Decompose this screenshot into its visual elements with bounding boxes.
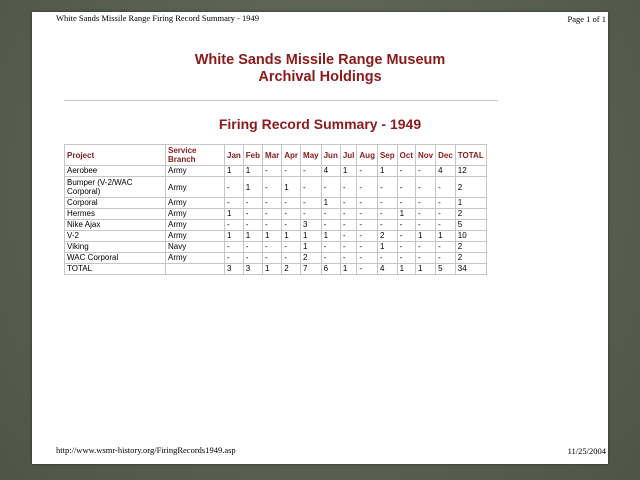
table-row — [65, 220, 487, 231]
count-cell: - — [340, 198, 357, 209]
count-cell: - — [282, 166, 301, 177]
count-cell: 1 — [225, 209, 244, 220]
count-cell: 2 — [455, 177, 486, 198]
count-cell: 1 — [282, 231, 301, 242]
count-cell: 5 — [455, 220, 486, 231]
count-cell: - — [415, 209, 435, 220]
count-cell: 1 — [321, 198, 340, 209]
count-cell: - — [243, 209, 262, 220]
count-cell: 1 — [377, 166, 397, 177]
count-cell: 1 — [340, 264, 357, 275]
count-cell: - — [377, 253, 397, 264]
count-cell: 1 — [455, 198, 486, 209]
count-cell: - — [436, 209, 456, 220]
branch-cell: Navy — [166, 242, 225, 253]
column-header: Jun — [321, 145, 340, 166]
count-cell: - — [301, 209, 322, 220]
count-cell: 12 — [455, 166, 486, 177]
column-header: Apr — [282, 145, 301, 166]
branch-cell: Army — [166, 220, 225, 231]
branch-cell: Army — [166, 177, 225, 198]
count-cell: - — [321, 253, 340, 264]
column-header: TOTAL — [455, 145, 486, 166]
count-cell: 1 — [225, 166, 244, 177]
project-cell: Nike Ajax — [65, 220, 166, 231]
count-cell: 3 — [225, 264, 244, 275]
count-cell: 2 — [455, 253, 486, 264]
table-header-row — [65, 145, 487, 166]
branch-cell: Army — [166, 253, 225, 264]
section-title: Firing Record Summary - 1949 — [218, 116, 422, 132]
column-header: Jul — [340, 145, 357, 166]
count-cell: - — [263, 242, 282, 253]
table-row — [65, 177, 487, 198]
column-header: Nov — [415, 145, 435, 166]
count-cell: - — [243, 220, 262, 231]
count-cell: 7 — [301, 264, 322, 275]
count-cell: - — [282, 220, 301, 231]
count-cell: - — [225, 253, 244, 264]
count-cell: 1 — [397, 209, 415, 220]
count-cell: - — [377, 198, 397, 209]
count-cell: - — [340, 209, 357, 220]
count-cell: 5 — [436, 264, 456, 275]
count-cell: - — [321, 242, 340, 253]
count-cell: 1 — [301, 231, 322, 242]
count-cell: - — [263, 166, 282, 177]
count-cell: 2 — [282, 264, 301, 275]
count-cell: - — [357, 253, 378, 264]
project-cell: Viking — [65, 242, 166, 253]
count-cell: - — [301, 198, 322, 209]
column-header: Aug — [357, 145, 378, 166]
count-cell: - — [243, 198, 262, 209]
project-cell: Aerobee — [65, 166, 166, 177]
count-cell: 4 — [321, 166, 340, 177]
project-cell: V-2 — [65, 231, 166, 242]
count-cell: 1 — [321, 231, 340, 242]
count-cell: - — [415, 253, 435, 264]
count-cell: - — [340, 242, 357, 253]
count-cell: - — [415, 242, 435, 253]
firing-record-table — [64, 144, 487, 275]
count-cell: - — [415, 198, 435, 209]
count-cell: - — [397, 166, 415, 177]
count-cell: - — [263, 220, 282, 231]
count-cell: - — [357, 242, 378, 253]
count-cell: - — [377, 220, 397, 231]
count-cell: - — [357, 231, 378, 242]
column-header: Project — [65, 145, 166, 166]
column-header: Oct — [397, 145, 415, 166]
count-cell: - — [263, 198, 282, 209]
count-cell: 1 — [243, 177, 262, 198]
table-row — [65, 264, 487, 275]
count-cell: 10 — [455, 231, 486, 242]
count-cell: - — [415, 177, 435, 198]
branch-cell: Army — [166, 166, 225, 177]
count-cell: - — [397, 177, 415, 198]
column-header: May — [301, 145, 322, 166]
count-cell: - — [436, 242, 456, 253]
count-cell: - — [243, 242, 262, 253]
count-cell: - — [282, 209, 301, 220]
column-header: Jan — [225, 145, 244, 166]
table-row — [65, 231, 487, 242]
count-cell: - — [263, 177, 282, 198]
count-cell: - — [357, 177, 378, 198]
count-cell: - — [225, 198, 244, 209]
branch-cell: Army — [166, 231, 225, 242]
count-cell: - — [357, 198, 378, 209]
table-row — [65, 253, 487, 264]
page-title — [32, 52, 608, 86]
count-cell: - — [397, 253, 415, 264]
column-header: Dec — [436, 145, 456, 166]
count-cell: 2 — [301, 253, 322, 264]
count-cell: 6 — [321, 264, 340, 275]
divider — [64, 100, 498, 101]
project-cell: WAC Corporal — [65, 253, 166, 264]
count-cell: - — [357, 166, 378, 177]
count-cell: 4 — [436, 166, 456, 177]
project-cell: TOTAL — [65, 264, 166, 275]
count-cell: 2 — [455, 242, 486, 253]
count-cell: 34 — [455, 264, 486, 275]
count-cell: - — [436, 220, 456, 231]
count-cell: 1 — [263, 264, 282, 275]
count-cell: 3 — [243, 264, 262, 275]
count-cell: - — [225, 220, 244, 231]
count-cell: 1 — [415, 231, 435, 242]
count-cell: - — [340, 177, 357, 198]
table-row — [65, 242, 487, 253]
column-header: Mar — [263, 145, 282, 166]
count-cell: 4 — [377, 264, 397, 275]
count-cell: 1 — [397, 264, 415, 275]
count-cell: - — [225, 177, 244, 198]
count-cell: - — [397, 220, 415, 231]
count-cell: - — [357, 264, 378, 275]
table-row — [65, 166, 487, 177]
count-cell: - — [321, 177, 340, 198]
print-header-title: White Sands Missile Range Firing Record Summary - 1949 — [56, 13, 260, 23]
column-header: Service Branch — [166, 145, 225, 166]
count-cell: - — [321, 209, 340, 220]
count-cell: 1 — [301, 242, 322, 253]
count-cell: - — [243, 253, 262, 264]
count-cell: - — [301, 166, 322, 177]
count-cell: - — [415, 220, 435, 231]
count-cell: 1 — [282, 177, 301, 198]
count-cell: 1 — [377, 242, 397, 253]
branch-cell: Army — [166, 198, 225, 209]
count-cell: 1 — [263, 231, 282, 242]
count-cell: - — [301, 177, 322, 198]
count-cell: - — [357, 209, 378, 220]
count-cell: - — [436, 177, 456, 198]
count-cell: 1 — [243, 166, 262, 177]
count-cell: 3 — [301, 220, 322, 231]
title-line-2: Archival Holdings — [258, 69, 382, 85]
count-cell: - — [282, 242, 301, 253]
count-cell: - — [397, 231, 415, 242]
count-cell: - — [397, 198, 415, 209]
project-cell: Hermes — [65, 209, 166, 220]
project-cell: Bumper (V-2/WAC Corporal) — [65, 177, 166, 198]
count-cell: - — [263, 253, 282, 264]
count-cell: - — [282, 253, 301, 264]
title-line-1: White Sands Missile Range Museum — [194, 52, 446, 68]
branch-cell — [166, 264, 225, 275]
project-cell: Corporal — [65, 198, 166, 209]
count-cell: 2 — [377, 231, 397, 242]
print-footer-date: 11/25/2004 — [567, 446, 606, 456]
document-page — [32, 12, 608, 464]
branch-cell: Army — [166, 209, 225, 220]
count-cell: - — [377, 209, 397, 220]
count-cell: - — [436, 253, 456, 264]
count-cell: - — [397, 242, 415, 253]
count-cell: - — [340, 253, 357, 264]
count-cell: 1 — [436, 231, 456, 242]
count-cell: 2 — [455, 209, 486, 220]
count-cell: - — [415, 166, 435, 177]
table-row — [65, 198, 487, 209]
print-footer-url: http://www.wsmr-history.org/FiringRecords1949.asp — [56, 445, 236, 455]
count-cell: - — [340, 220, 357, 231]
print-page-number: Page 1 of 1 — [567, 14, 606, 24]
count-cell: - — [436, 198, 456, 209]
count-cell: - — [321, 220, 340, 231]
count-cell: 1 — [225, 231, 244, 242]
column-header: Feb — [243, 145, 262, 166]
count-cell: - — [282, 198, 301, 209]
table-row — [65, 209, 487, 220]
count-cell: - — [263, 209, 282, 220]
count-cell: 1 — [340, 166, 357, 177]
count-cell: - — [340, 231, 357, 242]
count-cell: - — [377, 177, 397, 198]
count-cell: 1 — [415, 264, 435, 275]
count-cell: - — [357, 220, 378, 231]
count-cell: - — [225, 242, 244, 253]
column-header: Sep — [377, 145, 397, 166]
count-cell: 1 — [243, 231, 262, 242]
